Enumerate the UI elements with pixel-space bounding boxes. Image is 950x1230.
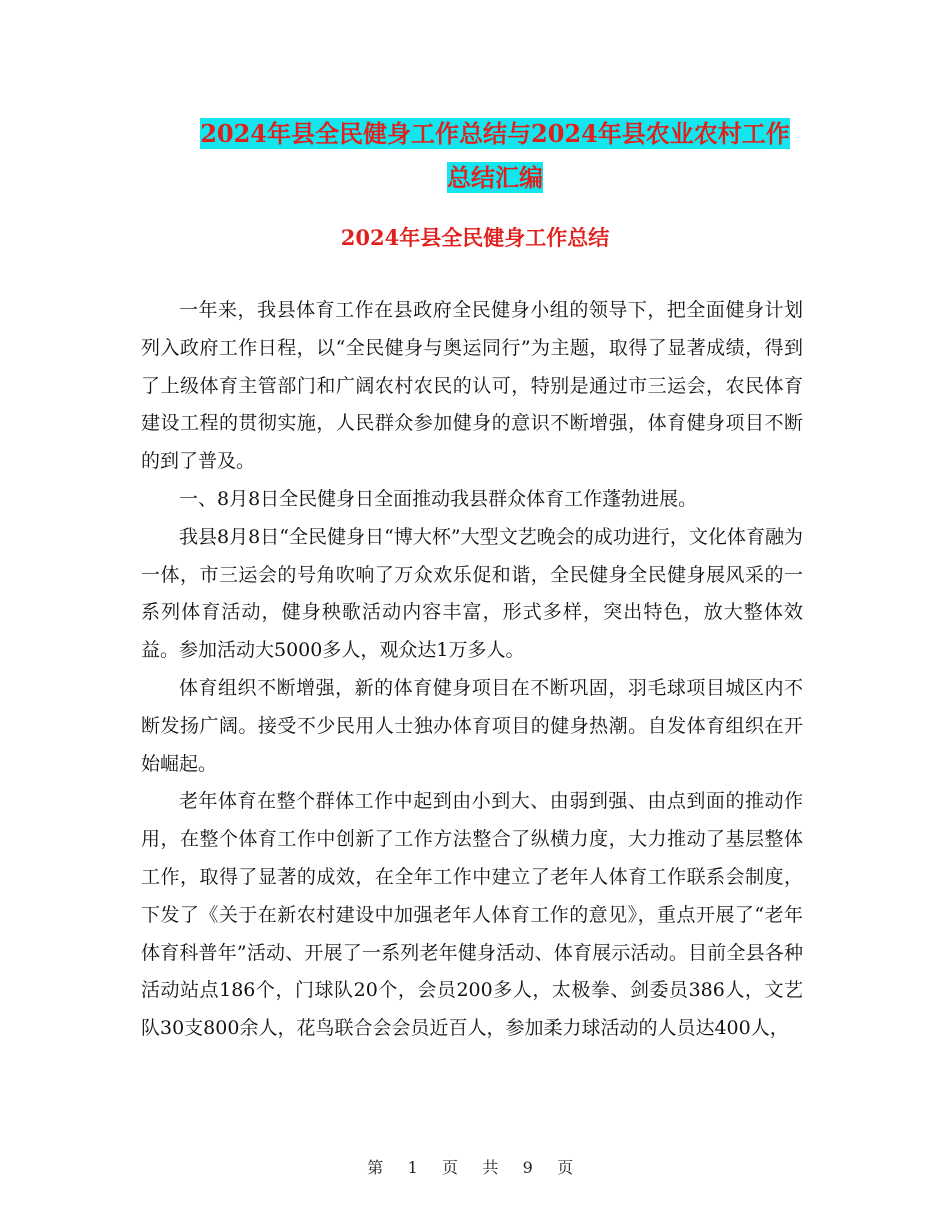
paragraph: 一年来，我县体育工作在县政府全民健身小组的领导下，把全面健身计划列入政府工作日程，以“全民健身与奥运同行”为主题，取得了显著成绩，得到了上级体育主管部门和广阔农村农民的认可，特别是通过市三运会，农民体育建设工程的贯彻实施，人民群众参加健身的意识不断增强，体育健身项目不断的到了普及。: [141, 299, 803, 473]
document-title-line-2: 总结汇编: [447, 163, 543, 192]
paragraph: 我县8月8日“全民健身日“博大杯”大型文艺晚会的成功进行，文化体育融为一体，市三运会的号角吹响了万众欢乐促和谐，全民健身全民健身展风采的一系列体育活动，健身秧歌活动内容丰富，形式多样，突出特色，放大整体效益。参加活动大5000多人，观众达1万多人。: [141, 525, 803, 662]
paragraph: 老年体育在整个群体工作中起到由小到大、由弱到强、由点到面的推动作用，在整个体育工作中创新了工作方法整合了纵横力度，大力推动了基层整体工作，取得了显著的成效，在全年工作中建立了老年人体育工作联系会制度，下发了《关于在新农村建设中加强老年人体育工作的意见》，重点开展了“老年体育科普年”活动、开展了一系列老年健身活动、体育展示活动。目前全县各种活动站点186个，门球队20个，会员200多人，太极拳、剑委员386人，文艺队30支800余人，花鸟联合会会员近百人，参加柔力球活动的人员达400人，: [141, 790, 803, 1040]
document-title-line-1: 2024年县全民健身工作总结与2024年县农业农村工作: [200, 119, 790, 148]
section-title: 2024年县全民健身工作总结: [340, 225, 610, 250]
paragraph: 体育组织不断增强，新的体育健身项目在不断巩固，羽毛球项目城区内不断发扬广阔。接受不少民用人士独办体育项目的健身热潮。自发体育组织在开始崛起。: [141, 676, 803, 775]
body-text: [141, 292, 803, 1048]
paragraph: 一、8月8日全民健身日全面推动我县群众体育工作蓬勃进展。: [179, 487, 698, 510]
document-title: [150, 112, 840, 200]
page-footer: 第 1 页 共 9 页: [367, 1158, 583, 1177]
